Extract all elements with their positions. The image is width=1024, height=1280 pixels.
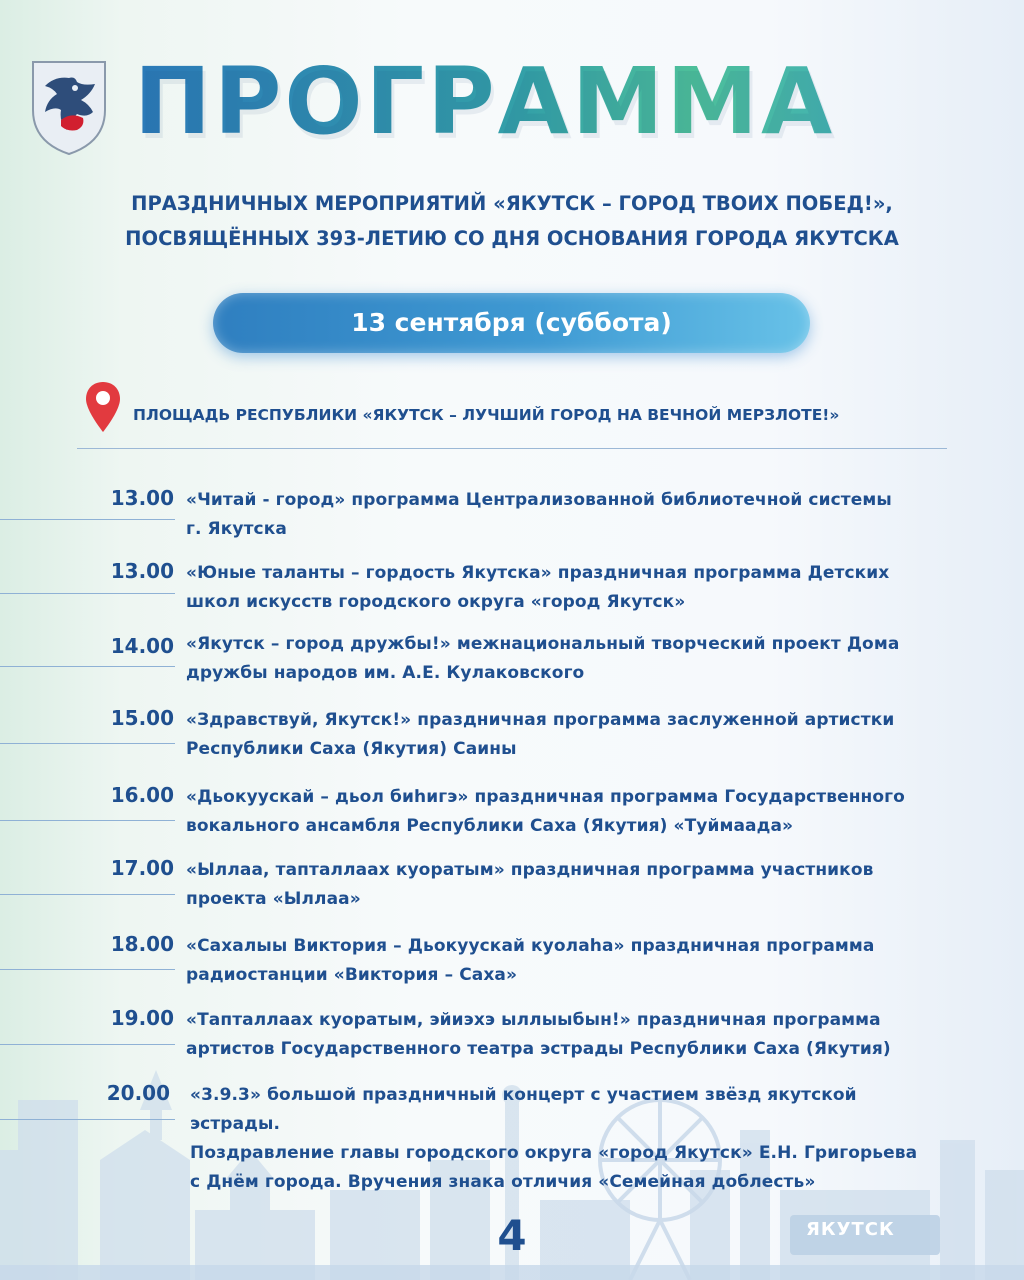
event-line: «Тапталлаах куоратым, эйиэхэ ыллыыбын!» праздничная программа (186, 1010, 881, 1030)
event-description (186, 1006, 988, 1064)
event-time: 13.00 (110, 559, 174, 583)
event-time: 20.00 (106, 1081, 170, 1105)
location-pin-icon (84, 380, 122, 434)
city-label: ЯКУТСК (806, 1219, 895, 1240)
event-line: вокального ансамбля Республики Саха (Якутия) «Туймаада» (186, 816, 794, 836)
event-line: г. Якутска (186, 519, 287, 539)
event-description (186, 856, 988, 914)
event-description (186, 630, 988, 688)
page-title: ПРОГРАММА (134, 42, 994, 162)
event-rule (0, 969, 175, 970)
event-time: 19.00 (110, 1006, 174, 1030)
event-time: 16.00 (110, 783, 174, 807)
event-line: радиостанции «Виктория – Саха» (186, 965, 518, 985)
event-line: Поздравление главы городского округа «город Якутск» Е.Н. Григорьева (190, 1143, 918, 1163)
event-rule (0, 593, 175, 594)
event-rule (0, 1044, 175, 1045)
event-description (186, 486, 988, 544)
event-line: «3.9.3» большой праздничный концерт с участием звёзд якутской (190, 1085, 857, 1105)
event-line: эстрады. (190, 1114, 281, 1134)
event-rule (0, 1119, 175, 1120)
event-line: «Юные таланты – гордость Якутска» праздничная программа Детских (186, 563, 890, 583)
event-time: 18.00 (110, 932, 174, 956)
event-line: артистов Государственного театра эстрады Республики Саха (Якутия) (186, 1039, 891, 1059)
event-time: 13.00 (110, 486, 174, 510)
event-rule (0, 519, 175, 520)
date-banner: 13 сентября (суббота) (213, 293, 810, 353)
event-line: проекта «Ыллаа» (186, 889, 361, 909)
event-line: «Сахалыы Виктория – Дьокуускай куолаһа» праздничная программа (186, 936, 875, 956)
event-line: с Днём города. Вручения знака отличия «Семейная доблесть» (190, 1172, 816, 1192)
event-rule (0, 666, 175, 667)
event-rule (0, 820, 175, 821)
venue-divider (77, 448, 947, 449)
event-line: школ искусств городского округа «город Якутск» (186, 592, 686, 612)
event-time: 14.00 (110, 634, 174, 658)
subtitle-line-2: ПОСВЯЩЁННЫХ 393-ЛЕТИЮ СО ДНЯ ОСНОВАНИЯ ГОРОДА ЯКУТСКА (125, 227, 899, 250)
event-line: дружбы народов им. А.Е. Кулаковского (186, 663, 585, 683)
venue-title: ПЛОЩАДЬ РЕСПУБЛИКИ «ЯКУТСК – ЛУЧШИЙ ГОРОД НА ВЕЧНОЙ МЕРЗЛОТЕ!» (133, 406, 840, 424)
event-rule (0, 894, 175, 895)
event-description (186, 706, 988, 764)
subtitle-line-1: ПРАЗДНИЧНЫХ МЕРОПРИЯТИЙ «ЯКУТСК – ГОРОД ТВОИХ ПОБЕД!», (131, 192, 893, 215)
event-line: «Читай - город» программа Централизованной библиотечной системы (186, 490, 892, 510)
page-number: 4 (497, 1211, 527, 1260)
event-line: «Здравствуй, Якутск!» праздничная программа заслуженной артистки (186, 710, 895, 730)
event-line: «Дьокуускай – дьол биһигэ» праздничная программа Государственного (186, 787, 905, 807)
event-rule (0, 743, 175, 744)
event-description (186, 783, 988, 841)
coat-of-arms-icon (31, 60, 107, 156)
event-description (190, 1081, 992, 1197)
event-time: 15.00 (110, 706, 174, 730)
event-line: «Ыллаа, тапталлаах куоратым» праздничная программа участников (186, 860, 874, 880)
event-line: Республики Саха (Якутия) Саины (186, 739, 517, 759)
program-subtitle (0, 186, 1024, 256)
event-description (186, 559, 988, 617)
event-description (186, 932, 988, 990)
event-line: «Якутск – город дружбы!» межнациональный творческий проект Дома (186, 634, 900, 654)
event-time: 17.00 (110, 856, 174, 880)
